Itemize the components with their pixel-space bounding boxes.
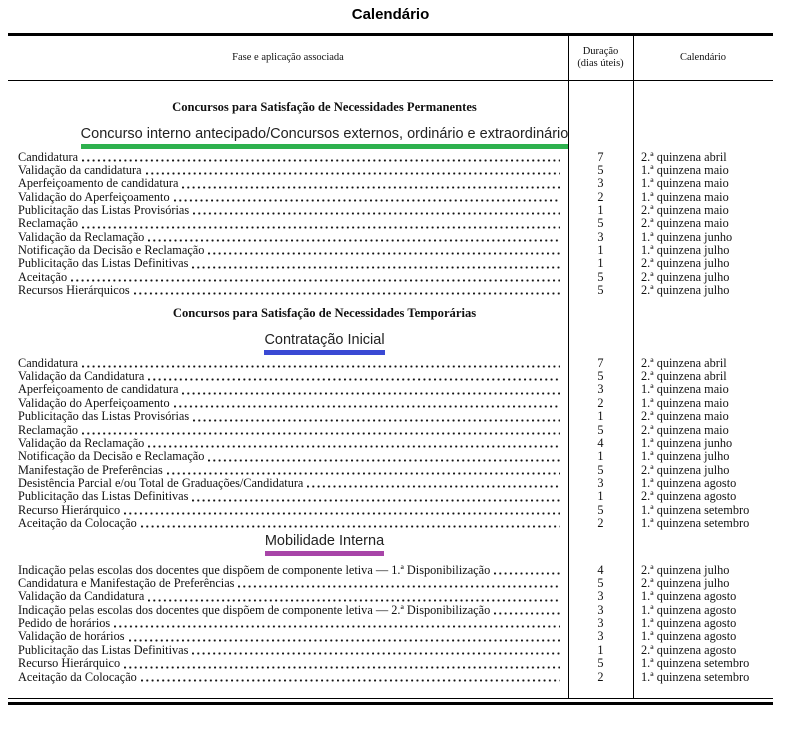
phase-label: Validação da Reclamação: [18, 435, 145, 450]
table-row: [8, 177, 773, 190]
table-bottom-rule: [8, 702, 773, 705]
phase-cell: [8, 617, 568, 630]
phase-cell: [8, 231, 568, 244]
duration-value: 1: [597, 256, 604, 271]
phase-label: Notificação da Decisão e Reclamação: [18, 242, 205, 257]
duration-value: 3: [597, 176, 604, 191]
phase-label: Indicação pelas escolas dos docentes que dispõem de componente letiva — 1.ª Disponibilização: [18, 562, 491, 577]
phase-cell: [8, 177, 568, 190]
table-row: [8, 617, 773, 630]
table-row: [8, 657, 773, 670]
calendar-value: 2.ª quinzena julho: [641, 269, 730, 284]
duration-value: 2: [597, 395, 604, 410]
duration-value: 5: [597, 576, 604, 591]
phase-cell: [8, 191, 568, 204]
duration-value: 2: [597, 189, 604, 204]
phase-cell: [8, 217, 568, 230]
calendar-value: 1.ª quinzena agosto: [641, 616, 737, 631]
column-header-calendar: Calendário: [679, 52, 727, 63]
subsection-heading: [71, 126, 579, 149]
phase-cell: [8, 477, 568, 490]
phase-cell: [8, 490, 568, 503]
dot-leader: [141, 524, 560, 529]
phase-cell: [8, 284, 568, 297]
calendar-value: 2.ª quinzena julho: [641, 462, 730, 477]
dot-leader: [82, 225, 560, 230]
section-heading: Concursos para Satisfação de Necessidades Permanentes: [172, 100, 477, 114]
phase-label: Reclamação: [18, 422, 79, 437]
dot-leader: [208, 251, 560, 256]
duration-value: 1: [597, 409, 604, 424]
phase-cell: [8, 657, 568, 670]
phase-cell: [8, 204, 568, 217]
column-header-phase: Fase e aplicação associada: [232, 52, 344, 63]
duration-value: 3: [597, 475, 604, 490]
section-rows: [8, 357, 773, 530]
subsection-heading: [255, 533, 394, 556]
dot-leader: [174, 198, 560, 203]
duration-value: 5: [597, 216, 604, 231]
phase-label: Reclamação: [18, 216, 79, 231]
table-body: [8, 81, 773, 698]
dot-leader: [238, 584, 560, 589]
calendar-value: 2.ª quinzena abril: [641, 149, 727, 164]
calendar-value: 1.ª quinzena setembro: [641, 502, 750, 517]
phase-label: Notificação da Decisão e Reclamação: [18, 449, 205, 464]
duration-value: 3: [597, 589, 604, 604]
table-row: [8, 397, 773, 410]
dot-leader: [148, 444, 560, 449]
duration-value: 4: [597, 562, 604, 577]
dot-leader: [494, 571, 560, 576]
phase-label: Validação do Aperfeiçoamento: [18, 189, 170, 204]
subsection-heading-label: Contratação Inicial: [264, 332, 385, 349]
table-row: [8, 424, 773, 437]
calendar-value: 1.ª quinzena setembro: [641, 515, 750, 530]
document-page: [0, 6, 787, 754]
phase-cell: [8, 564, 568, 577]
subsection-underline: [265, 551, 384, 556]
dot-leader: [182, 185, 560, 190]
table-row: [8, 244, 773, 257]
duration-value: 4: [597, 435, 604, 450]
phase-cell: [8, 370, 568, 383]
phase-cell: [8, 577, 568, 590]
table-row: [8, 204, 773, 217]
dot-leader: [124, 511, 560, 516]
phase-cell: [8, 517, 568, 530]
dot-leader: [307, 484, 560, 489]
table-row: [8, 464, 773, 477]
calendar-value: 1.ª quinzena maio: [641, 162, 729, 177]
phase-cell: [8, 504, 568, 517]
table-row: [8, 164, 773, 177]
dot-leader: [494, 611, 560, 616]
phase-cell: [8, 424, 568, 437]
dot-leader: [148, 377, 560, 382]
phase-cell: [8, 437, 568, 450]
calendar-value: 2.ª quinzena maio: [641, 409, 729, 424]
phase-cell: [8, 450, 568, 463]
duration-value: 7: [597, 355, 604, 370]
phase-cell: [8, 383, 568, 396]
duration-value: 5: [597, 369, 604, 384]
table-row: [8, 577, 773, 590]
phase-label: Pedido de horários: [18, 616, 111, 631]
column-divider-2: [633, 36, 634, 698]
phase-label: Recurso Hierárquico: [18, 502, 121, 517]
table-row: [8, 437, 773, 450]
subsection-underline: [81, 144, 569, 149]
dot-leader: [71, 278, 560, 283]
phase-cell: [8, 590, 568, 603]
phase-cell: [8, 257, 568, 270]
phase-label: Publicitação das Listas Provisórias: [18, 202, 190, 217]
column-divider-1: [568, 36, 569, 698]
dot-leader: [141, 678, 560, 683]
table-row: [8, 630, 773, 643]
phase-cell: [8, 644, 568, 657]
calendar-value: 2.ª quinzena agosto: [641, 642, 737, 657]
phase-cell: [8, 671, 568, 684]
subsection-heading-wrap: [8, 125, 641, 149]
table-section: [8, 100, 773, 297]
phase-label: Aceitação da Colocação: [18, 669, 137, 684]
table-row: [8, 490, 773, 503]
phase-label: Candidatura e Manifestação de Preferências: [18, 576, 235, 591]
dot-leader: [82, 431, 560, 436]
duration-value: 7: [597, 149, 604, 164]
phase-label: Validação da Candidatura: [18, 589, 145, 604]
calendar-value: 2.ª quinzena julho: [641, 256, 730, 271]
duration-value: 5: [597, 422, 604, 437]
dot-leader: [208, 458, 560, 463]
table-row: [8, 370, 773, 383]
duration-value: 1: [597, 642, 604, 657]
phase-label: Validação da Reclamação: [18, 229, 145, 244]
calendar-value: 1.ª quinzena setembro: [641, 669, 750, 684]
duration-value: 3: [597, 382, 604, 397]
calendar-value: 2.ª quinzena julho: [641, 576, 730, 591]
duration-value: 2: [597, 515, 604, 530]
calendar-value: 1.ª quinzena agosto: [641, 589, 737, 604]
phase-label: Desistência Parcial e/ou Total de Graduações/Candidatura: [18, 475, 304, 490]
phase-label: Candidatura: [18, 355, 79, 370]
phase-label: Aperfeiçoamento de candidatura: [18, 382, 179, 397]
subsection-heading-wrap: [8, 532, 641, 556]
calendar-value: 1.ª quinzena agosto: [641, 602, 737, 617]
phase-cell: [8, 397, 568, 410]
phase-label: Validação de horários: [18, 629, 125, 644]
duration-value: 3: [597, 229, 604, 244]
duration-value: 5: [597, 656, 604, 671]
dot-leader: [124, 665, 560, 670]
calendar-value: 1.ª quinzena julho: [641, 449, 730, 464]
subsection-heading-label: Concurso interno antecipado/Concursos externos, ordinário e extraordinário: [80, 126, 569, 142]
dot-leader: [182, 391, 560, 396]
calendar-value: 1.ª quinzena junho: [641, 229, 733, 244]
duration-value: 2: [597, 669, 604, 684]
calendar-value: 1.ª quinzena julho: [641, 242, 730, 257]
calendar-value: 1.ª quinzena maio: [641, 395, 729, 410]
duration-value: 3: [597, 602, 604, 617]
phase-cell: [8, 164, 568, 177]
phase-cell: [8, 604, 568, 617]
calendar-value: 2.ª quinzena maio: [641, 422, 729, 437]
calendar-value: 2.ª quinzena maio: [641, 216, 729, 231]
calendar-value: 2.ª quinzena julho: [641, 562, 730, 577]
phase-label: Aperfeiçoamento de candidatura: [18, 176, 179, 191]
phase-cell: [8, 410, 568, 423]
duration-value: 1: [597, 242, 604, 257]
phase-label: Validação da candidatura: [18, 162, 142, 177]
subsection-heading: [254, 332, 394, 355]
table-row: [8, 357, 773, 370]
dot-leader: [146, 171, 560, 176]
dot-leader: [129, 638, 560, 643]
dot-leader: [114, 624, 560, 629]
calendar-value: 1.ª quinzena maio: [641, 189, 729, 204]
phase-label: Publicitação das Listas Definitivas: [18, 256, 189, 271]
section-heading: Concursos para Satisfação de Necessidades Temporárias: [172, 306, 477, 321]
table-header-row: [8, 36, 773, 81]
table-row: [8, 517, 773, 530]
dot-leader: [174, 404, 560, 409]
dot-leader: [192, 498, 560, 503]
dot-leader: [148, 238, 560, 243]
phase-label: Candidatura: [18, 149, 79, 164]
table-row: [8, 450, 773, 463]
column-header-duration: Duração (dias úteis): [577, 46, 624, 69]
calendar-value: 1.ª quinzena maio: [641, 176, 729, 191]
duration-value: 5: [597, 162, 604, 177]
duration-value: 1: [597, 489, 604, 504]
subsection-heading-wrap: [8, 331, 641, 355]
calendar-value: 2.ª quinzena abril: [641, 355, 727, 370]
table-row: [8, 383, 773, 396]
phase-cell: [8, 357, 568, 370]
table-row: [8, 604, 773, 617]
calendar-value: 2.ª quinzena julho: [641, 282, 730, 297]
table-row: [8, 257, 773, 270]
phase-label: Manifestação de Preferências: [18, 462, 163, 477]
phase-cell: [8, 271, 568, 284]
phase-label: Publicitação das Listas Definitivas: [18, 489, 189, 504]
calendar-value: 2.ª quinzena maio: [641, 202, 729, 217]
table-row: [8, 564, 773, 577]
duration-value: 5: [597, 502, 604, 517]
table-row: [8, 191, 773, 204]
table-section: [8, 306, 773, 530]
page-title: Calendário: [351, 6, 430, 23]
calendar-value: 2.ª quinzena abril: [641, 369, 727, 384]
calendar-table: [8, 33, 773, 699]
phase-label: Aceitação da Colocação: [18, 515, 137, 530]
calendar-value: 1.ª quinzena setembro: [641, 656, 750, 671]
phase-label: Aceitação: [18, 269, 68, 284]
dot-leader: [82, 158, 560, 163]
phase-label: Validação da Candidatura: [18, 369, 145, 384]
table-row: [8, 644, 773, 657]
calendar-value: 2.ª quinzena agosto: [641, 489, 737, 504]
table-section: [8, 532, 773, 684]
phase-label: Indicação pelas escolas dos docentes que dispõem de componente letiva — 2.ª Disponibilização: [18, 602, 491, 617]
table-row: [8, 477, 773, 490]
section-rows: [8, 151, 773, 298]
duration-value: 5: [597, 269, 604, 284]
table-row: [8, 271, 773, 284]
table-row: [8, 151, 773, 164]
dot-leader: [134, 291, 560, 296]
subsection-underline: [264, 350, 384, 355]
phase-cell: [8, 630, 568, 643]
table-row: [8, 217, 773, 230]
table-row: [8, 284, 773, 297]
phase-label: Publicitação das Listas Provisórias: [18, 409, 190, 424]
section-rows: [8, 564, 773, 684]
calendar-value: 1.ª quinzena agosto: [641, 629, 737, 644]
dot-leader: [192, 265, 560, 270]
phase-cell: [8, 244, 568, 257]
table-row: [8, 231, 773, 244]
duration-value: 1: [597, 449, 604, 464]
calendar-value: 1.ª quinzena junho: [641, 435, 733, 450]
phase-label: Publicitação das Listas Definitivas: [18, 642, 189, 657]
table-row: [8, 504, 773, 517]
table-row: [8, 671, 773, 684]
dot-leader: [192, 651, 560, 656]
duration-value: 5: [597, 462, 604, 477]
phase-cell: [8, 151, 568, 164]
calendar-value: 1.ª quinzena maio: [641, 382, 729, 397]
table-row: [8, 410, 773, 423]
duration-value: 3: [597, 629, 604, 644]
subsection-heading-label: Mobilidade Interna: [264, 533, 385, 550]
phase-label: Validação do Aperfeiçoamento: [18, 395, 170, 410]
phase-cell: [8, 464, 568, 477]
dot-leader: [193, 211, 560, 216]
calendar-value: 1.ª quinzena agosto: [641, 475, 737, 490]
dot-leader: [82, 364, 560, 369]
dot-leader: [193, 418, 560, 423]
duration-value: 1: [597, 202, 604, 217]
phase-label: Recurso Hierárquico: [18, 656, 121, 671]
phase-label: Recursos Hierárquicos: [18, 282, 130, 297]
duration-value: 3: [597, 616, 604, 631]
table-row: [8, 590, 773, 603]
duration-value: 5: [597, 282, 604, 297]
